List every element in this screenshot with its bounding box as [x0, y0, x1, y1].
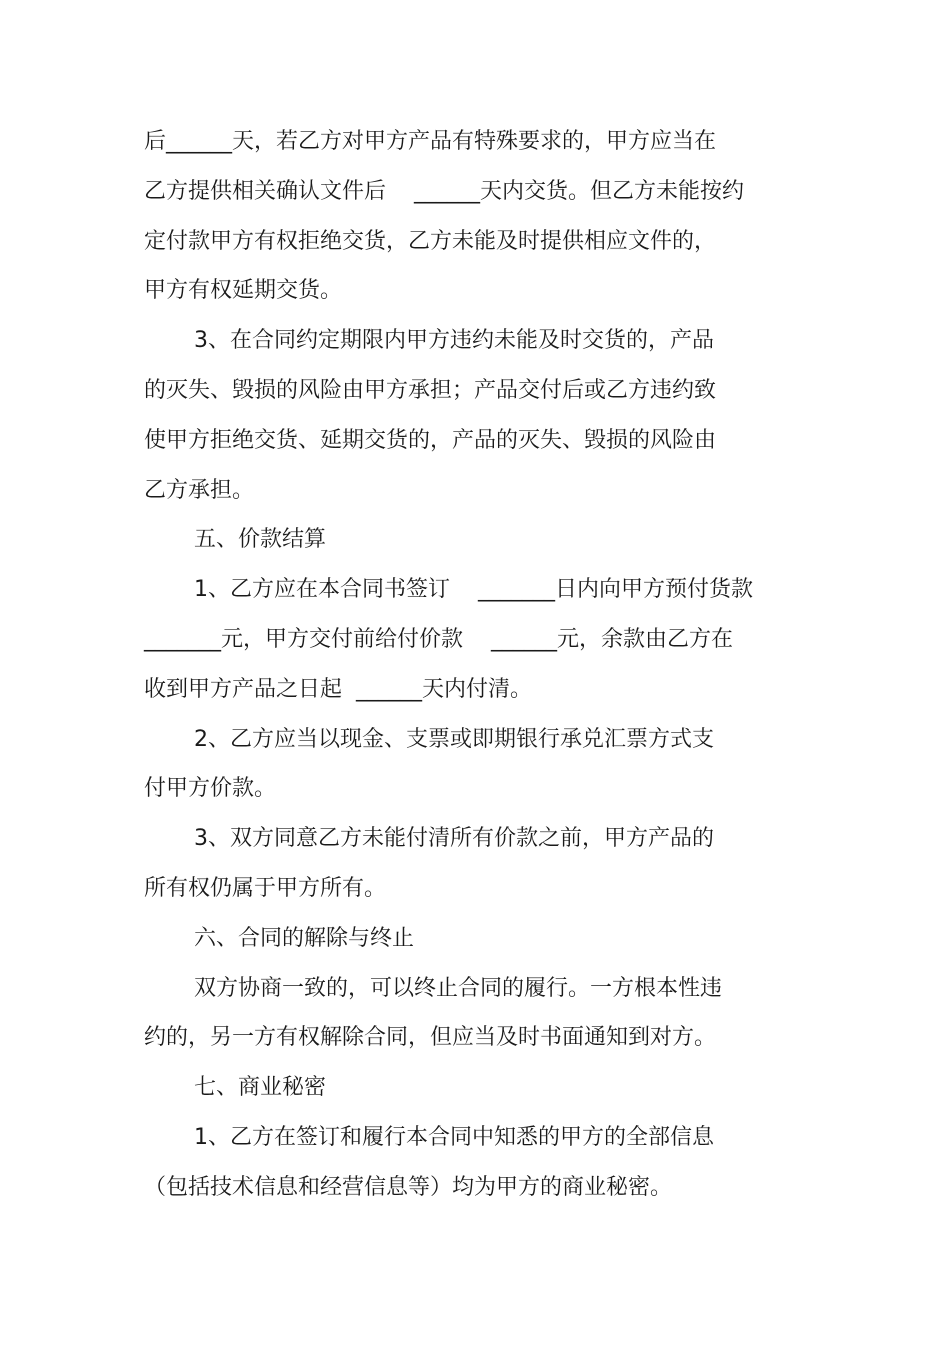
clause-1: 1、乙方在签订和履行本合同中知悉的甲方的全部信息 — [194, 1125, 714, 1150]
text-line: _______元，甲方交付前给付价款 ______元，余款由乙方在 — [144, 627, 733, 652]
section-heading-termination: 六、合同的解除与终止 — [194, 926, 415, 951]
text-line: 甲方有权延期交货。 — [144, 278, 343, 303]
text-line: 乙方承担。 — [144, 478, 255, 503]
clause-1: 1、乙方应在本合同书签订 _______日内向甲方预付货款 — [194, 577, 753, 602]
section-heading-payment: 五、价款结算 — [194, 527, 327, 552]
text-line: 的灭失、毁损的风险由甲方承担；产品交付后或乙方违约致 — [144, 378, 717, 403]
text-line: 所有权仍属于甲方所有。 — [144, 876, 387, 901]
clause-3: 3、在合同约定期限内甲方违约未能及时交货的，产品 — [194, 328, 714, 353]
section-heading-confidentiality: 七、商业秘密 — [194, 1075, 327, 1100]
text-line: 付甲方价款。 — [144, 776, 277, 801]
text-line: 使甲方拒绝交货、延期交货的，产品的灭失、毁损的风险由 — [144, 428, 717, 453]
clause-2: 2、乙方应当以现金、支票或即期银行承兑汇票方式支 — [194, 727, 714, 752]
text-line: 约的，另一方有权解除合同，但应当及时书面通知到对方。 — [144, 1025, 717, 1050]
text-line: 乙方提供相关确认文件后 ______天内交货。但乙方未能按约 — [144, 179, 744, 204]
text-line: （包括技术信息和经营信息等）均为甲方的商业秘密。 — [144, 1175, 673, 1200]
text-line: 定付款甲方有权拒绝交货，乙方未能及时提供相应文件的， — [144, 229, 717, 254]
paragraph-start: 双方协商一致的，可以终止合同的履行。一方根本性违 — [194, 976, 723, 1001]
clause-3: 3、双方同意乙方未能付清所有价款之前，甲方产品的 — [194, 826, 714, 851]
text-line: 收到甲方产品之日起 ______天内付清。 — [144, 677, 532, 702]
text-line: 后______天，若乙方对甲方产品有特殊要求的，甲方应当在 — [144, 129, 717, 154]
